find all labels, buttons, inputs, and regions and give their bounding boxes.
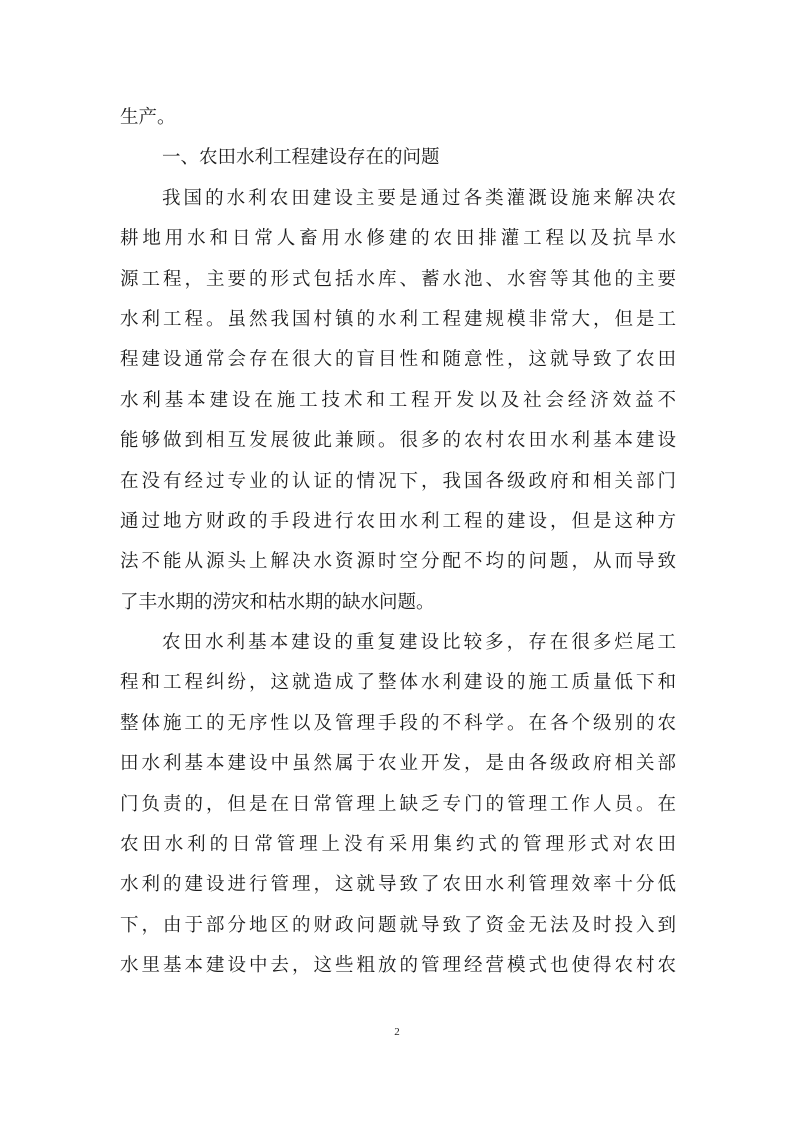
text-line: 源工程，主要的形式包括水库、蓄水池、水窖等其他的主要 bbox=[120, 268, 676, 290]
section-heading: 一、农田水利工程建设存在的问题 bbox=[162, 147, 440, 169]
text-line: 在没有经过专业的认证的情况下，我国各级政府和相关部门 bbox=[120, 470, 676, 492]
text-line: 农田水利基本建设的重复建设比较多，存在很多烂尾工 bbox=[162, 632, 676, 654]
body-text bbox=[120, 98, 676, 987]
text-line: 水利工程。虽然我国村镇的水利工程建规模非常大，但是工 bbox=[120, 308, 676, 330]
text-line: 水利基本建设在施工技术和工程开发以及社会经济效益不 bbox=[120, 389, 676, 411]
text-line: 下，由于部分地区的财政问题就导致了资金无法及时投入到 bbox=[120, 914, 676, 936]
text-line: 水里基本建设中去，这些粗放的管理经营模式也使得农村农 bbox=[120, 955, 676, 977]
text-line: 通过地方财政的手段进行农田水利工程的建设，但是这种方 bbox=[120, 510, 676, 532]
text-line: 了丰水期的涝灾和枯水期的缺水问题。 bbox=[120, 591, 435, 613]
text-line: 生产。 bbox=[120, 107, 176, 128]
text-line: 整体施工的无序性以及管理手段的不科学。在各个级别的农 bbox=[120, 712, 676, 734]
text-line: 农田水利的日常管理上没有采用集约式的管理形式对农田 bbox=[120, 834, 676, 856]
text-line: 田水利基本建设中虽然属于农业开发，是由各级政府相关部 bbox=[120, 753, 676, 775]
text-line: 水利的建设进行管理，这就导致了农田水利管理效率十分低 bbox=[120, 874, 676, 896]
page-number: 2 bbox=[394, 1026, 400, 1038]
text-line: 门负责的，但是在日常管理上缺乏专门的管理工作人员。在 bbox=[120, 793, 676, 815]
text-line: 我国的水利农田建设主要是通过各类灌溉设施来解决农 bbox=[162, 187, 676, 209]
text-line: 程建设通常会存在很大的盲目性和随意性，这就导致了农田 bbox=[120, 349, 676, 371]
text-line: 法不能从源头上解决水资源时空分配不均的问题，从而导致 bbox=[120, 551, 676, 573]
text-line: 能够做到相互发展彼此兼顾。很多的农村农田水利基本建设 bbox=[120, 430, 676, 452]
text-line: 耕地用水和日常人畜用水修建的农田排灌工程以及抗旱水 bbox=[120, 228, 676, 250]
text-line: 程和工程纠纷，这就造成了整体水利建设的施工质量低下和 bbox=[120, 672, 676, 694]
